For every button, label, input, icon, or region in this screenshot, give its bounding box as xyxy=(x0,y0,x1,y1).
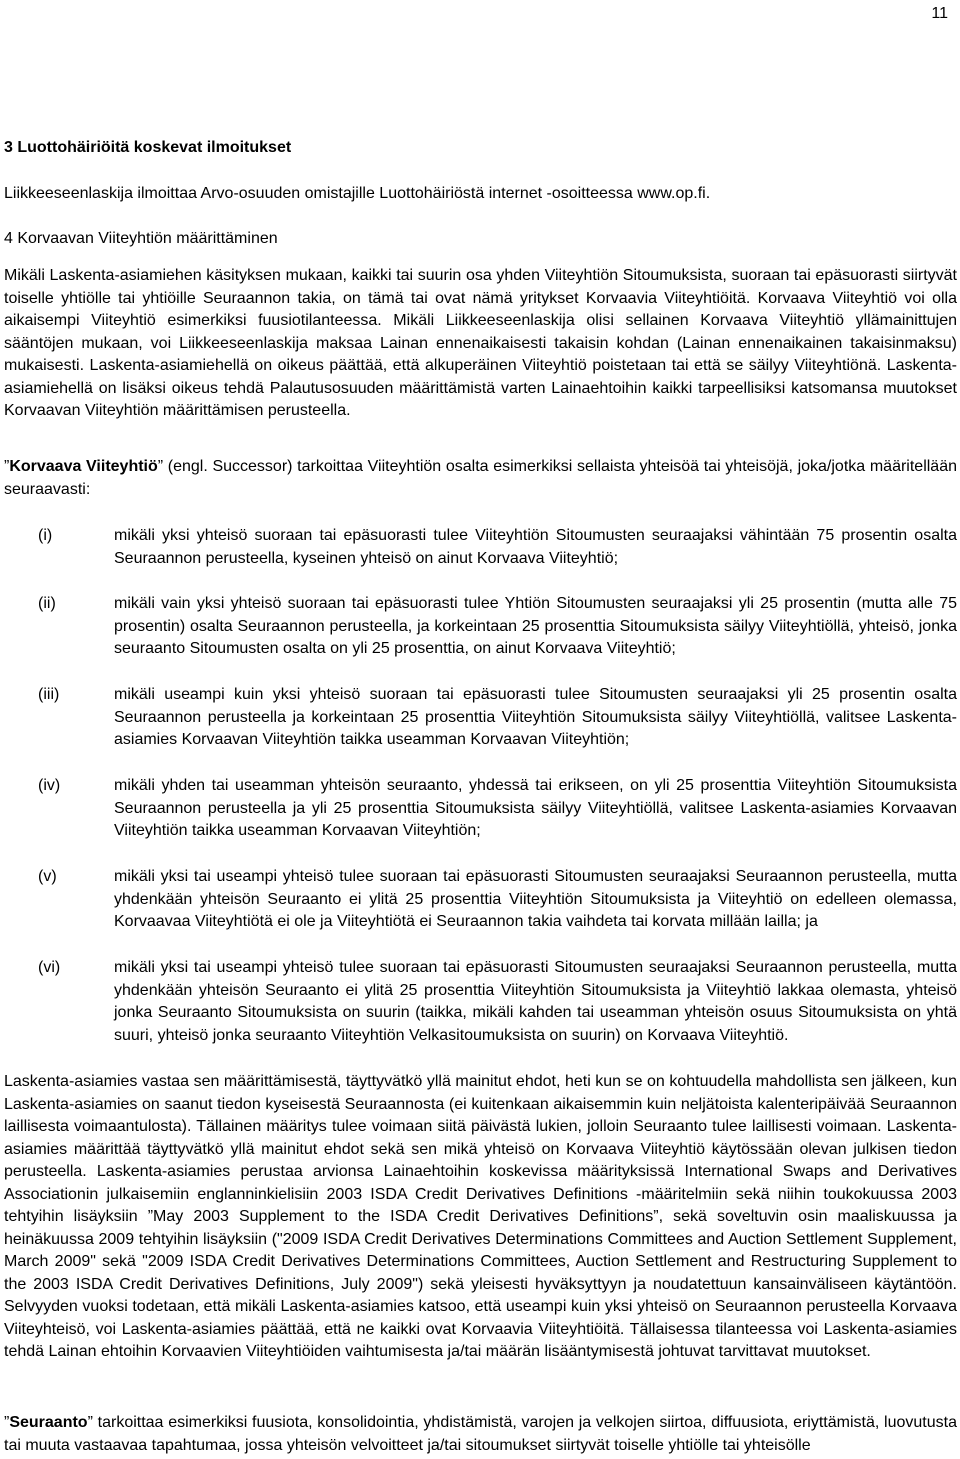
list-item xyxy=(38,775,957,843)
list-item xyxy=(38,525,957,570)
list-text: mikäli yhden tai useamman yhteisön seuraanto, yhdessä tai erikseen, on yli 25 prosenttia Viiteyhtiön Sitoumuksista Seuraannon perusteella ja yli 25 prosenttia Sitoumuksista säilyy Viiteyhtiöllä, valitsee Laskenta-asiamies Korvaavan Viiteyhtiön taikka useamman Korvaavan Viiteyhtiön; xyxy=(114,777,957,839)
succession-definition-text: tarkoittaa esimerkiksi fuusiota, konsolidointia, yhdistämistä, varojen ja velkojen siirtoa, diffuusiota, eriyttämistä, luovutusta tai muuta vastaavaa tapahtumaa, jossa yhteisön velvoitteet ja/tai sitoumukset siirtyvät toiselle yhtiölle tai yhteisölle xyxy=(4,1414,957,1454)
list-marker: (iv) xyxy=(38,777,61,794)
successor-term: Korvaava Viiteyhtiö xyxy=(9,458,158,475)
list-item xyxy=(38,866,957,934)
close-quote: ” xyxy=(87,1414,93,1431)
section-3-text: Liikkeeseenlaskija ilmoittaa Arvo-osuuden omistajille Luottohäiriöstä internet -osoitteessa www.op.fi. xyxy=(4,185,711,202)
succession-definition xyxy=(4,1412,957,1457)
list-marker: (ii) xyxy=(38,595,56,612)
section-4-paragraph-2: Laskenta-asiamies vastaa sen määrittämisestä, täyttyvätkö yllä mainitut ehdot, heti kun se on kohtuudella mahdollista sen jälkeen, kun Laskenta-asiamies on saanut tiedon kyseisestä Seuraannosta (ei kuitenkaan aikaisemmin kuin neljätoista kalenteripäivää Seuraannon laillisesta voimaantulosta). Tällainen määritys tulee voimaan siitä päivästä lukien, jolloin Seuraanto tulee laillisesti voimaan. Laskenta-asiamies määrittää täyttyvätkö yllä mainitut ehdot sekä sen mikä yhteisö on Korvaava Viiteyhtiö käytössään olevan julkisen tiedon perusteella. Laskenta-asiamies perustaa arvionsa Lainaehtoihin koskevissa määrityksissä International Swaps and Derivatives Associationin julkaisemiin englanninkielisiin 2003 ISDA Credit Derivatives Definitions -määritelmiin sekä niihin toukokuussa 2003 tehtyihin lisäyksiin ”May 2003 Supplement to the ISDA Credit Derivatives Definitions”, sekä soveltuvin osin maaliskuussa ja heinäkuussa 2009 tehtyihin lisäyksiin ("2009 ISDA Credit Derivatives Determinations Committees and Auction Settlement Supplement, March 2009" sekä "2009 ISDA Credit Derivatives Determinations Committees, Auction Settlement and Restructuring Supplement to the 2003 ISDA Credit Derivatives Definitions, July 2009") sekä yleisesti hyväksyttyyn ja noudatettuun kansainväliseen käytäntöön. Selvyyden vuoksi todetaan, että mikäli Laskenta-asiamies katsoo, että useampi kuin yksi yhteisö on Seuraannon perusteella Korvaava Viiteyhteisö, voi Laskenta-asiamies päättää, että ne kaikki ovat Korvaavia Viiteyhtiöitä. Tällaisessa tilanteessa voi Laskenta-asiamies tehdä Lainan ehtoihin Korvaavien Viiteyhtiöiden vaihtumisesta ja/tai määrän lisääntymisestä johtuvat tarvittavat muutokset. xyxy=(4,1073,957,1360)
list-text: mikäli yksi yhteisö suoraan tai epäsuorasti tulee Viiteyhtiön Sitoumusten seuraajaksi vähintään 75 prosentin osalta Seuraannon perusteella, kyseinen yhteisö on ainut Korvaava Viiteyhtiö; xyxy=(114,527,957,567)
list-text: mikäli vain yksi yhteisö suoraan tai epäsuorasti tulee Yhtiön Sitoumusten seuraajaksi yli 25 prosentin (mutta alle 75 prosentin) osalta Seuraannon perusteella, ja korkeintaan 25 prosenttia Sitoumuksista säilyy Viiteyhtiöllä, yhteisö, jonka seuraanto Sitoumusten osalta on yli 25 prosenttia, on ainut Korvaava Viiteyhtiö; xyxy=(114,595,957,657)
list-text: mikäli useampi kuin yksi yhteisö suoraan tai epäsuorasti tulee Sitoumusten seuraajaksi yli 25 prosentin osalta Seuraannon perusteella ja korkeintaan 25 prosenttia Viiteyhtiön Sitoumuksista säilyy Viiteyhtiöllä, valitsee Laskenta-asiamies Korvaavan Viiteyhtiön taikka useamman Korvaavan Viiteyhtiön; xyxy=(114,686,957,748)
section-3-heading: 3 Luottohäiriöitä koskevat ilmoitukset xyxy=(4,139,292,156)
list-item xyxy=(38,957,957,1047)
open-quote: ” xyxy=(4,1414,10,1431)
successor-definition: ”Korvaava Viiteyhtiö” (engl. Successor) tarkoittaa Viiteyhtiön osalta esimerkiksi sellaista yhteisöä tai yhteisöjä, joka/jotka määritellään seuraavasti: xyxy=(4,458,957,498)
page-number: 11 xyxy=(931,5,948,22)
section-4-heading: 4 Korvaavan Viiteyhtiön määrittäminen xyxy=(4,230,278,247)
list-marker: (iii) xyxy=(38,686,60,703)
section-4-paragraph-1: Mikäli Laskenta-asiamiehen käsityksen mukaan, kaikki tai suurin osa yhden Viiteyhtiön Sitoumuksista, suoraan tai epäsuorasti siirtyvät toiselle yhtiölle tai yhtiöille Seuraannon takia, on tämä tai ovat nämä yritykset Korvaavia Viiteyhtiöitä. Korvaava Viiteyhtiö voi olla aikaisempi Viiteyhtiö esimerkiksi fuusiotilanteessa. Mikäli Liikkeeseenlaskija olisi sellainen Korvaava Viiteyhtiö yllämainittujen sääntöjen mukaan, voi Liikkeeseenlaskija maksaa Lainan ennenaikaisesti takaisin kohdan (Lainan ennenaikainen takaisinmaksu) mukaisesti. Laskenta-asiamiehellä on oikeus päättää, että alkuperäinen Viiteyhtiö poistetaan tai että se säilyy Viiteyhtiönä. Laskenta-asiamiehellä on lisäksi oikeus tehdä Palautusosuuden määrittämistä varten Lainaehtoihin kaikki tarpeellisiksi katsomansa muutokset Korvaavan Viiteyhtiön määrittämisen perusteella. xyxy=(4,267,957,419)
successor-definition-text: (engl. Successor) tarkoittaa Viiteyhtiön osalta esimerkiksi sellaista yhteisöä tai yhteisöjä, joka/jotka määritellään seuraavasti: xyxy=(4,458,957,498)
succession-term: Seuraanto xyxy=(9,1414,88,1431)
list-text: mikäli yksi tai useampi yhteisö tulee suoraan tai epäsuorasti Sitoumusten seuraajaksi Seuraannon perusteella, mutta yhdenkään yhteisön Seuraanto ei ylitä 25 prosenttia Viiteyhtiön Sitoumuksista ja Viiteyhtiö on edelleen olemassa, Korvaavaa Viiteyhtiötä ei ole ja Viiteyhtiötä ei Seuraannon takia vaihdeta tai korvata millään lailla; ja xyxy=(114,868,957,930)
list-marker: (v) xyxy=(38,868,57,885)
list-item xyxy=(38,684,957,752)
list-marker: (i) xyxy=(38,527,53,544)
list-text: mikäli yksi tai useampi yhteisö tulee suoraan tai epäsuorasti Sitoumusten seuraajaksi Seuraannon perusteella, mutta yhdenkään yhteisön Seuraanto ei ylitä 25 prosenttia Viiteyhtiön Sitoumuksista ja Viiteyhtiö lakkaa olemasta, yhteisö jonka Seuraanto Sitoumuksista on suurin (taikka, mikäli kahden tai useamman yhteisön osuus Sitoumuksista on yhtä suuri, yhteisö jonka seuraanto Viiteyhtiön Velkasitoumuksista on suurin) on Korvaava Viiteyhtiö. xyxy=(114,959,957,1044)
list-marker: (vi) xyxy=(38,959,61,976)
list-item xyxy=(38,593,957,661)
